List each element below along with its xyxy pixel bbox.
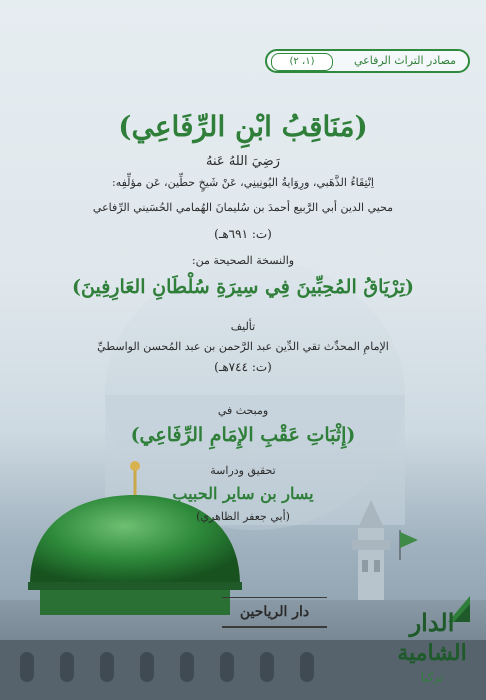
second-text-title: (تِرْيَاقُ المُحِبِّينَ فِي سِيرَةِ سُلْطَانِ العَارِفِينَ) — [72, 276, 414, 298]
appendix-intro: ومبحث في — [217, 404, 269, 417]
authorship-label: تأليف — [230, 320, 256, 333]
blessing-phrase: رَضِيَ اللهُ عَنهُ — [206, 154, 280, 169]
publisher-name-line1: الدار — [409, 608, 455, 637]
publisher-name-line2: الشامية — [397, 640, 467, 666]
second-text-intro: والنسخة الصحيحة من: — [191, 254, 295, 267]
original-author-death-year: (ت: ٦٩١هـ) — [214, 227, 272, 241]
imprint-logo: دار الرياحين — [222, 597, 327, 628]
editor-label: تحقيق ودراسة — [210, 464, 276, 477]
selection-line: اِنْتِقَاءُ الذَّهَبي، ورِوَايةُ اليُونِينِي، عَنْ شَيخٍ حطِّين، عَن مؤلِّفِه: — [112, 176, 374, 189]
book-title: (مَنَاقِبُ ابْنِ الرِّفَاعِي) — [118, 110, 368, 143]
editor-name: يسار بن ساير الحبيب — [172, 484, 314, 503]
series-label: مصادر التراث الرفاعي — [353, 54, 456, 67]
series-volume: (١، ٢) — [271, 53, 333, 71]
appendix-title: (إِثْبَاتِ عَقْبِ الإِمَامِ الرِّفَاعِي) — [130, 424, 356, 446]
second-author-death-year: (ت: ٧٤٤هـ) — [214, 360, 272, 374]
series-badge — [265, 49, 470, 73]
publisher-logo — [386, 600, 478, 690]
editor-alias: (أبي جعفر الظاهري) — [196, 510, 290, 523]
second-author-line: الإمامِ المحدِّث تقي الدِّين عبد الرَّحمن بن عبد المُحسن الواسطيِّ — [97, 340, 389, 353]
original-author-line: محيي الدين أبي الرَّبيع أحمدَ بن سُليمانَ الهُمامي الحُسَيني الرِّفاعي — [92, 201, 394, 214]
publisher-country: تركيا — [420, 670, 444, 684]
